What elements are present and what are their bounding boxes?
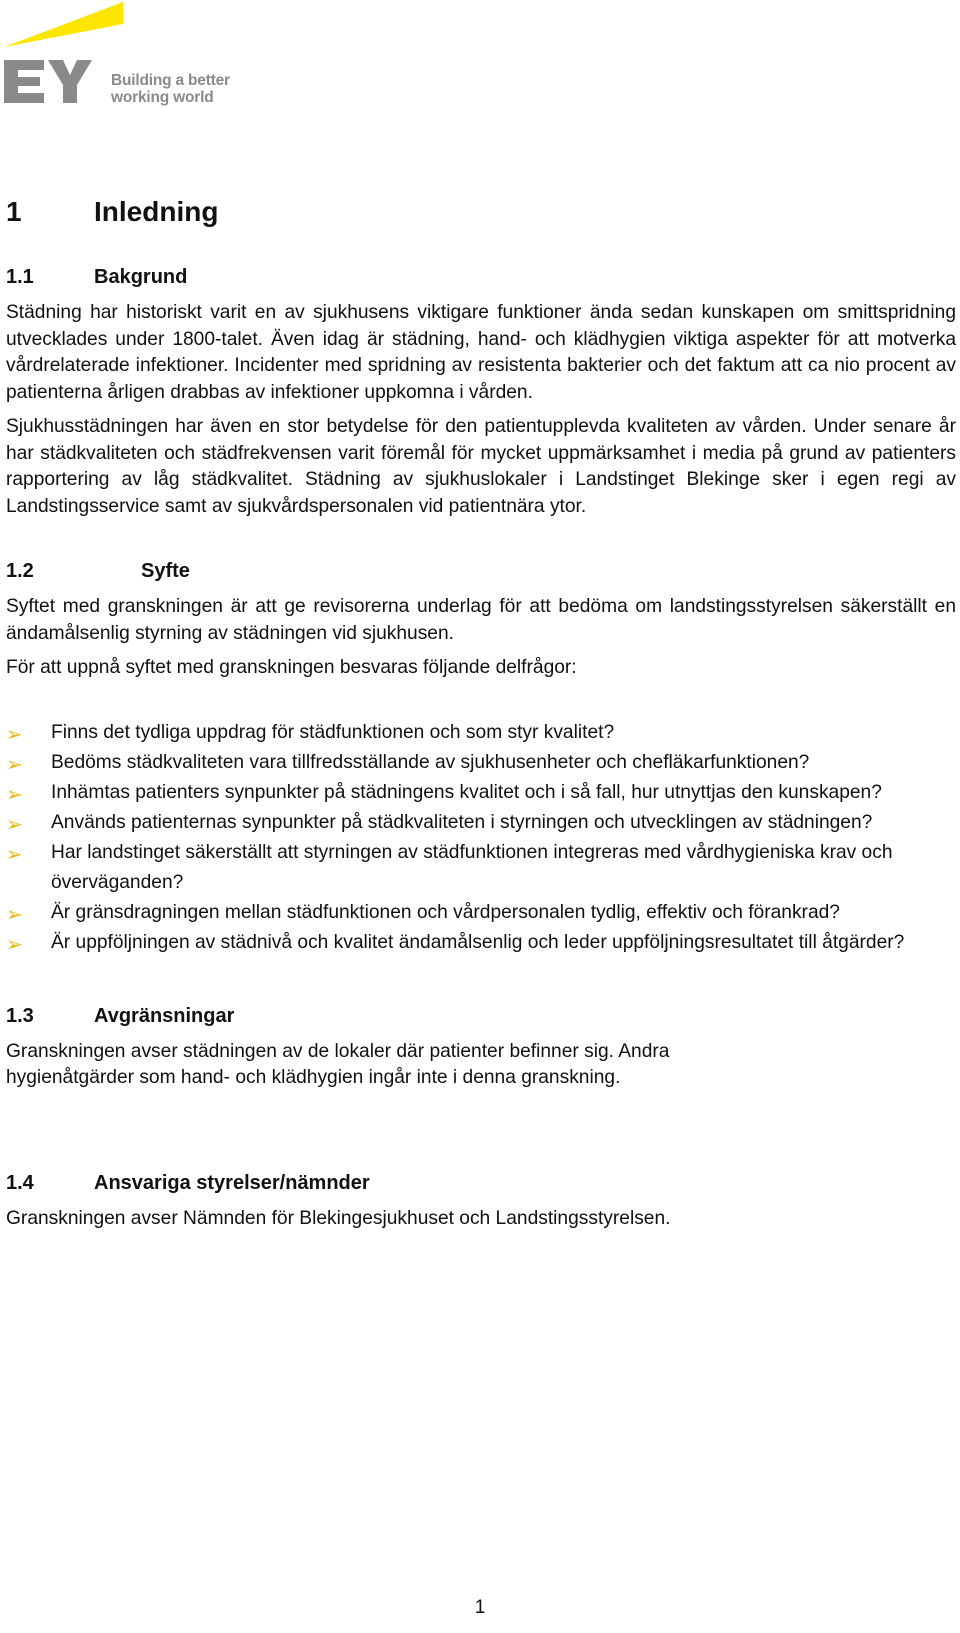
arrow-bullet-icon: ➢ — [6, 843, 23, 866]
paragraph: Sjukhusstädningen har även en stor betydelse för den patientupplevda kvaliteten av vården. Under senare år har städkvaliteten och städfrekvensen varit föremål för mycket uppmärksamhet i media på grund av patienters rapportering av låg städkvalitet. Städning av sjukhuslokaler i Landstinget Blekinge sker i egen regi av Landstingsservice samt av sjukvårdspersonalen vid patientnära ytor. — [6, 416, 956, 517]
section-number: 1.3 — [6, 1004, 34, 1027]
paragraph: Granskningen avser Nämnden för Blekingesjukhuset och Landstingsstyrelsen. — [6, 1207, 671, 1229]
section-number: 1.1 — [6, 266, 34, 288]
section-title: Avgränsningar — [94, 1004, 235, 1027]
arrow-bullet-icon: ➢ — [6, 903, 23, 926]
section-number: 1.2 — [6, 560, 34, 582]
paragraph: Granskningen avser städningen av de lokaler där patienter befinner sig. Andra hygienåtgärder som hand- och klädhygien ingår inte i denna granskning. — [6, 1040, 670, 1088]
section-heading-1-2 — [6, 558, 956, 584]
paragraph: Städning har historiskt varit en av sjukhusens viktigare funktioner ända sedan kunskapen om smittspridning utvecklades under 1800-talet. Även idag är städning, hand- och klädhygien viktiga aspekter för att motverka vårdrelaterade infektioner. Incidenter med spridning av resistenta bakterier och det faktum att ca nio procent av patienterna årligen drabbas av infektioner uppkomna i vården. — [6, 302, 956, 403]
page-number: 1 — [474, 1597, 486, 1618]
section-heading-1-3 — [6, 1003, 956, 1029]
arrow-bullet-icon: ➢ — [6, 723, 23, 746]
logo-yellow-beam — [4, 2, 123, 47]
list-item: ➢ Är uppföljningen av städnivå och kvalitet ändamålsenlig och leder uppföljningsresultatet till åtgärder? — [6, 928, 956, 958]
list-item: ➢ Är gränsdragningen mellan städfunktionen och vårdpersonalen tydlig, effektiv och förankrad? — [6, 898, 956, 928]
arrow-bullet-icon: ➢ — [6, 933, 23, 956]
chapter-heading — [6, 195, 956, 229]
arrow-bullet-icon: ➢ — [6, 783, 23, 806]
arrow-bullet-icon: ➢ — [6, 813, 23, 836]
document-body — [6, 195, 956, 1232]
question-list — [6, 718, 956, 958]
section-title: Syfte — [141, 560, 190, 582]
paragraph: För att uppnå syftet med granskningen besvaras följande delfrågor: — [6, 657, 577, 678]
logo-tagline-line1: Building a better — [111, 72, 230, 89]
logo-tagline-line2: working world — [111, 89, 214, 106]
list-item: ➢ Finns det tydliga uppdrag för städfunktionen och som styr kvalitet? — [6, 718, 956, 748]
logo-letter-y — [48, 60, 92, 103]
ey-logo — [4, 0, 230, 110]
section-number: 1.4 — [6, 1171, 34, 1194]
logo-letter-e — [4, 60, 44, 103]
chapter-title: Inledning — [94, 196, 219, 227]
section-title: Bakgrund — [94, 266, 188, 288]
chapter-number: 1 — [6, 196, 22, 227]
list-item: ➢ Används patienternas synpunkter på städkvaliteten i styrningen och utvecklingen av städningen? — [6, 808, 956, 838]
arrow-bullet-icon: ➢ — [6, 753, 23, 776]
list-item: ➢ Inhämtas patienters synpunkter på städningens kvalitet och i så fall, hur utnyttjas den kunskapen? — [6, 778, 956, 808]
list-item: ➢ Har landstinget säkerställt att styrningen av städfunktionen integreras med vårdhygieniska krav och överväganden? — [6, 841, 893, 893]
paragraph: Syftet med granskningen är att ge revisorerna underlag för att bedöma om landstingsstyrelsen säkerställt en ändamålsenlig styrning av städningen vid sjukhusen. — [6, 596, 956, 644]
section-title: Ansvariga styrelser/nämnder — [94, 1171, 370, 1194]
logo-tagline — [111, 72, 230, 106]
section-heading-1-4 — [6, 1170, 956, 1196]
list-item: ➢ Bedöms städkvaliteten vara tillfredsställande av sjukhusenheter och chefläkarfunktionen? — [6, 748, 956, 778]
section-heading-1-1 — [6, 264, 956, 290]
